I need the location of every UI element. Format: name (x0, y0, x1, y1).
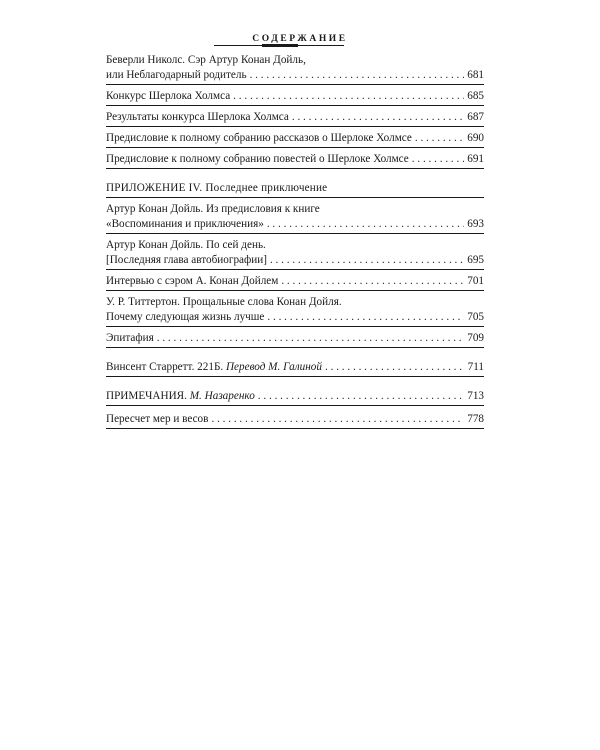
toc-entry-line1: Беверли Николс. Сэр Артур Конан Дойль, (106, 54, 306, 66)
toc-entry-nichols[interactable] (106, 53, 484, 85)
toc-entry-title (106, 360, 322, 375)
leader-dots (267, 217, 464, 232)
toc-entry-title: Результаты конкурса Шерлока Холмса (106, 111, 289, 123)
toc-entry-to-this-day[interactable] (106, 238, 484, 270)
leader-dots (233, 89, 464, 104)
appendix-4-heading[interactable] (106, 181, 484, 198)
toc-entry-title: Почему следующая жизнь лучше (106, 311, 265, 323)
toc-entry-title: Эпитафия (106, 332, 154, 344)
toc-entry-page: 685 (467, 90, 484, 102)
toc-entry-page: 701 (467, 275, 484, 287)
leader-dots (211, 412, 464, 427)
toc-entry-page: 690 (467, 132, 484, 144)
toc-entry-page: 695 (467, 254, 484, 266)
toc-entry-title: Предисловие к полному собранию рассказов о Шерлоке Холмсе (106, 132, 412, 144)
leader-dots (415, 131, 464, 146)
toc-entry-title (106, 389, 255, 404)
leader-dots (250, 68, 465, 83)
toc-entry-title: Конкурс Шерлока Холмса (106, 90, 231, 102)
toc-entry-title: [Последняя глава автобиографии] (106, 254, 267, 266)
toc-entry-translator: Перевод М. Галиной (225, 361, 322, 373)
leader-dots (267, 310, 464, 325)
leader-dots (325, 360, 465, 375)
toc-entry-measures[interactable] (106, 412, 484, 429)
toc-entry-contest-results[interactable] (106, 110, 484, 127)
leader-dots (412, 152, 464, 167)
toc-entry-page: 687 (467, 111, 484, 123)
toc-entry-contest[interactable] (106, 89, 484, 106)
toc-entry-title-text: Винсент Старретт. 221Б. (106, 361, 224, 373)
toc-entry-page: 693 (467, 218, 484, 230)
appendix-4-title: ПРИЛОЖЕНИЕ IV. Последнее приключение (106, 182, 328, 194)
toc-entry-line1: У. Р. Титтертон. Прощальные слова Конан Дойля. (106, 296, 342, 308)
leader-dots (292, 110, 464, 125)
toc-entry-starrett[interactable] (106, 360, 484, 377)
toc-entry-title: Интервью с сэром А. Конан Дойлем (106, 275, 279, 287)
toc-entry-page: 709 (467, 332, 484, 344)
leader-dots (270, 253, 464, 268)
toc-entry-page: 681 (467, 69, 484, 81)
header-rule-accent (262, 44, 298, 47)
leader-dots (258, 389, 464, 404)
toc-entry-title: Пересчет мер и весов (106, 413, 209, 425)
leader-dots (281, 274, 464, 289)
toc-entry-memories[interactable] (106, 202, 484, 234)
toc-entry-title: или Неблагодарный родитель (106, 69, 247, 81)
toc-entry-notes[interactable] (106, 389, 484, 406)
toc-header-title: СОДЕРЖАНИЕ (252, 34, 348, 44)
toc-entry-title-text: ПРИМЕЧАНИЯ. (106, 390, 187, 402)
toc-entry-line1: Артур Конан Дойль. По сей день. (106, 239, 266, 251)
toc-entry-preface-stories[interactable] (106, 131, 484, 148)
toc-entry-interview[interactable] (106, 274, 484, 291)
toc-entry-preface-novels[interactable] (106, 152, 484, 169)
toc-entry-line1: Артур Конан Дойль. Из предисловия к книге (106, 203, 320, 215)
table-of-contents (106, 53, 484, 429)
toc-entry-title: Предисловие к полному собранию повестей о Шерлоке Холмсе (106, 153, 409, 165)
leader-dots (157, 331, 464, 346)
toc-entry-page: 713 (467, 390, 484, 402)
toc-entry-title: «Воспоминания и приключения» (106, 218, 264, 230)
toc-entry-page: 705 (467, 311, 484, 323)
toc-header (0, 28, 600, 46)
toc-entry-titterton[interactable] (106, 295, 484, 327)
toc-entry-page: 711 (467, 361, 484, 373)
toc-entry-page: 778 (467, 413, 484, 425)
toc-entry-epitaph[interactable] (106, 331, 484, 348)
toc-entry-page: 691 (467, 153, 484, 165)
toc-entry-author: М. Назаренко (189, 390, 255, 402)
